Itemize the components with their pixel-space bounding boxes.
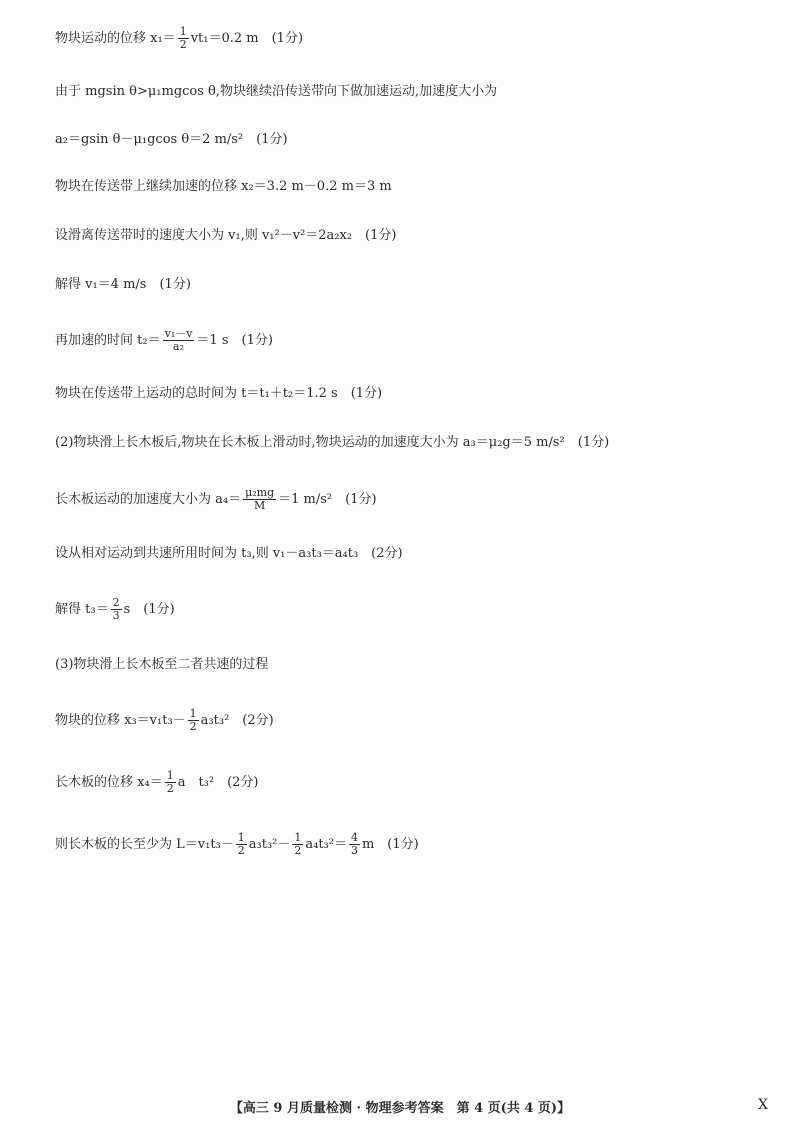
line-3-text: a₂＝gsin θ－μ₁gcos θ＝2 m/s² (1分) bbox=[55, 132, 288, 147]
solution-line-9 bbox=[55, 433, 609, 453]
line-7-post: ＝1 s (1分) bbox=[196, 332, 273, 348]
line-1-post: vt₁＝0.2 m (1分) bbox=[190, 30, 304, 46]
solution-line-11 bbox=[55, 544, 403, 564]
line-13-text: (3)物块滑上长木板至二者共速的过程 bbox=[55, 657, 269, 672]
line-16-mid2: a₄t₃²＝ bbox=[305, 836, 347, 852]
fraction-denominator: 2 bbox=[237, 844, 245, 857]
fraction bbox=[163, 328, 195, 353]
line-12-pre: 解得 t₃＝ bbox=[55, 601, 109, 617]
fraction-numerator: 1 bbox=[294, 831, 302, 844]
line-6-text: 解得 v₁＝4 m/s (1分) bbox=[55, 277, 191, 292]
fraction-denominator: 2 bbox=[294, 844, 302, 857]
line-9-text: (2)物块滑上长木板后,物块在长木板上滑动时,物块运动的加速度大小为 a₃＝μ₂g＝5 m/s² (1分) bbox=[55, 435, 610, 450]
line-4-text: 物块在传送带上继续加速的位移 x₂＝3.2 m－0.2 m＝3 m bbox=[55, 179, 392, 194]
solution-line-4 bbox=[55, 177, 392, 197]
line-16-post: m (1分) bbox=[361, 836, 419, 852]
line-2-text: 由于 mgsin θ>μ₁mgcos θ,物块继续沿传送带向下做加速运动,加速度大小为 bbox=[55, 84, 498, 99]
fraction-numerator: 1 bbox=[179, 25, 187, 38]
line-14-post: a₃t₃² (2分) bbox=[200, 712, 274, 728]
fraction-numerator: v₁－v bbox=[164, 327, 193, 340]
line-7-pre: 再加速的时间 t₂＝ bbox=[55, 332, 161, 348]
solution-line-1 bbox=[55, 26, 303, 51]
fraction-numerator: 2 bbox=[112, 596, 120, 609]
solution-line-16 bbox=[55, 832, 419, 857]
line-15-pre: 长木板的位移 x₄＝ bbox=[55, 774, 163, 790]
fraction-denominator: 3 bbox=[350, 844, 358, 857]
solution-line-3 bbox=[55, 130, 288, 150]
fraction-numerator: 1 bbox=[166, 769, 174, 782]
line-15-post: a t₃² (2分) bbox=[177, 774, 259, 790]
solution-line-12 bbox=[55, 597, 175, 622]
line-14-pre: 物块的位移 x₃＝v₁t₃－ bbox=[55, 712, 186, 728]
line-11-text: 设从相对运动到共速所用时间为 t₃,则 v₁－a₃t₃＝a₄t₃ (2分) bbox=[55, 546, 403, 561]
fraction bbox=[188, 708, 199, 733]
fraction-numerator: 1 bbox=[189, 707, 197, 720]
line-10-pre: 长木板运动的加速度大小为 a₄＝ bbox=[55, 491, 242, 507]
fraction-numerator: 4 bbox=[350, 831, 358, 844]
solution-line-6 bbox=[55, 275, 191, 295]
fraction bbox=[349, 832, 360, 857]
solution-line-13 bbox=[55, 655, 268, 675]
line-5-text: 设滑离传送带时的速度大小为 v₁,则 v₁²－v²＝2a₂x₂ (1分) bbox=[55, 228, 397, 243]
line-10-post: ＝1 m/s² (1分) bbox=[278, 491, 377, 507]
fraction bbox=[178, 26, 189, 51]
fraction-denominator: 3 bbox=[112, 609, 120, 622]
solution-line-2 bbox=[55, 82, 497, 102]
fraction-denominator: M bbox=[253, 499, 266, 512]
solution-line-10 bbox=[55, 487, 377, 512]
fraction-denominator: a₂ bbox=[173, 340, 184, 353]
line-8-text: 物块在传送带上运动的总时间为 t＝t₁＋t₂＝1.2 s (1分) bbox=[55, 386, 383, 401]
fraction-denominator: 2 bbox=[166, 782, 174, 795]
solution-line-8 bbox=[55, 384, 382, 404]
line-16-pre: 则长木板的长至少为 L＝v₁t₃－ bbox=[55, 836, 234, 852]
fraction bbox=[236, 832, 247, 857]
fraction bbox=[165, 770, 176, 795]
fraction bbox=[292, 832, 303, 857]
line-1-pre: 物块运动的位移 x₁＝ bbox=[55, 30, 176, 46]
solution-line-5 bbox=[55, 226, 396, 246]
fraction-denominator: 2 bbox=[189, 720, 197, 733]
fraction-denominator: 2 bbox=[179, 38, 187, 51]
line-12-post: s (1分) bbox=[123, 601, 175, 617]
line-16-mid: a₃t₃²－ bbox=[248, 836, 291, 852]
solution-line-7 bbox=[55, 328, 273, 353]
page-footer: 【高三 9 月质量检测 · 物理参考答案 第 4 页(共 4 页)】 bbox=[229, 1101, 571, 1116]
fraction bbox=[243, 487, 276, 512]
fraction-numerator: 1 bbox=[237, 831, 245, 844]
solution-line-15 bbox=[55, 770, 259, 795]
fraction bbox=[111, 597, 122, 622]
fraction-numerator: μ₂mg bbox=[245, 486, 275, 499]
solution-line-14 bbox=[55, 708, 274, 733]
corner-mark: X bbox=[758, 1097, 768, 1113]
